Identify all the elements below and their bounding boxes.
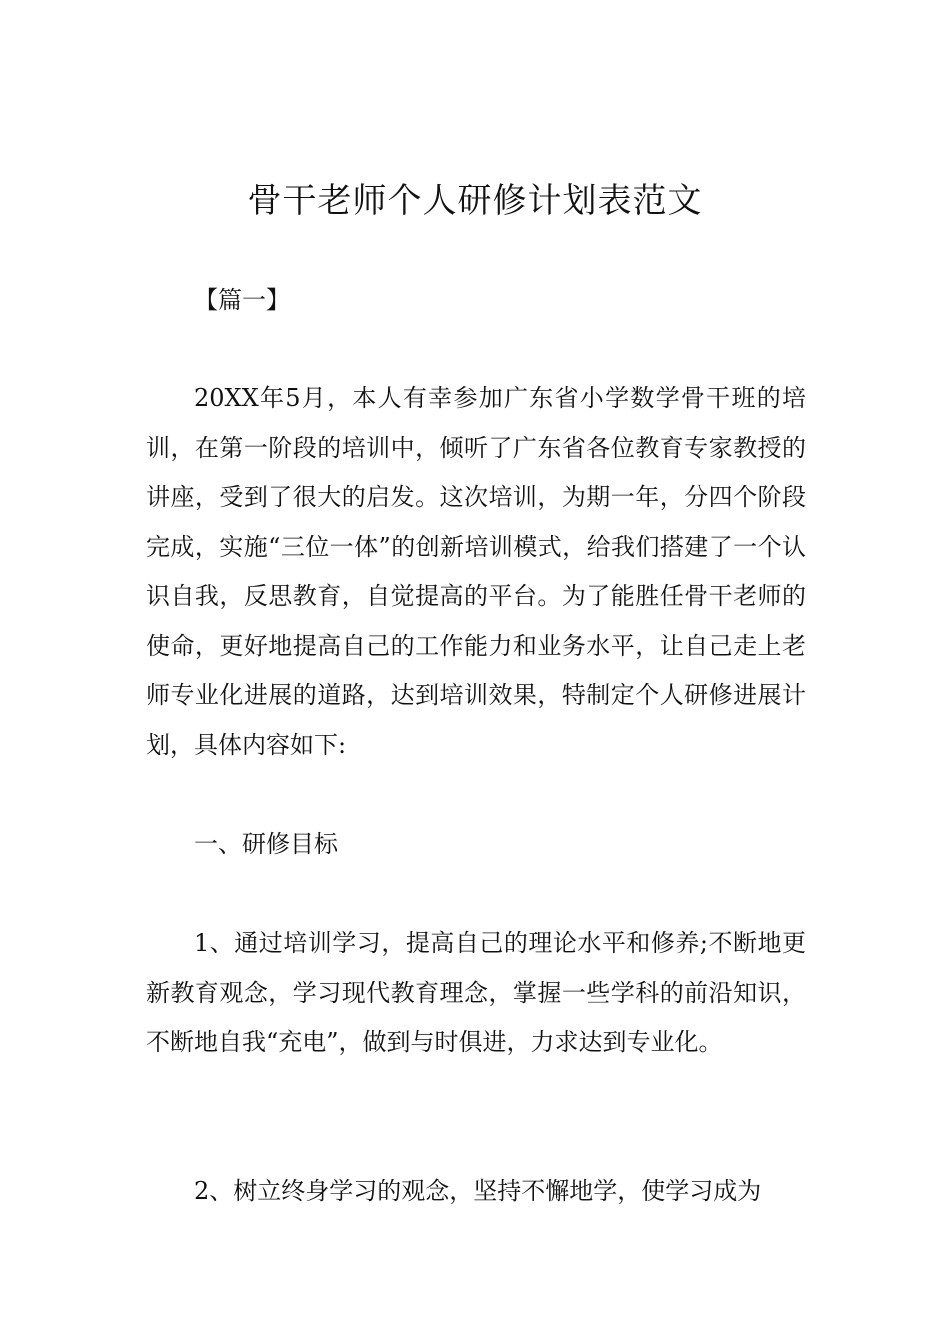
document-title: 骨干老师个人研修计划表范文 xyxy=(247,181,703,221)
intro-paragraph: 20XX年5月，本人有幸参加广东省小学数学骨干班的培训，在第一阶段的培训中，倾听了广东省各位教育专家教授的讲座，受到了很大的启发。这次培训，为期一年，分四个阶段完成，实施“三位一体”的创新培训模式，给我们搭建了一个认识自我，反思教育，自觉提高的平台。为了能胜任骨干老师的使命，更好地提高自己的工作能力和业务水平，让自己走上老师专业化进展的道路，达到培训效果，特制定个人研修进展计划，具体内容如下: xyxy=(146,384,806,759)
goal-item-1: 1、通过培训学习，提高自己的理论水平和修养;不断地更新教育观念，学习现代教育理念，掌握一些学科的前沿知识，不断地自我“充电”，做到与时俱进，力求达到专业化。 xyxy=(146,929,806,1056)
section-heading-goals: 一、研修目标 xyxy=(194,830,338,858)
goal-item-2: 2、树立终身学习的观念，坚持不懈地学，使学习成为 xyxy=(194,1177,762,1205)
section-label: 【篇一】 xyxy=(194,286,290,314)
